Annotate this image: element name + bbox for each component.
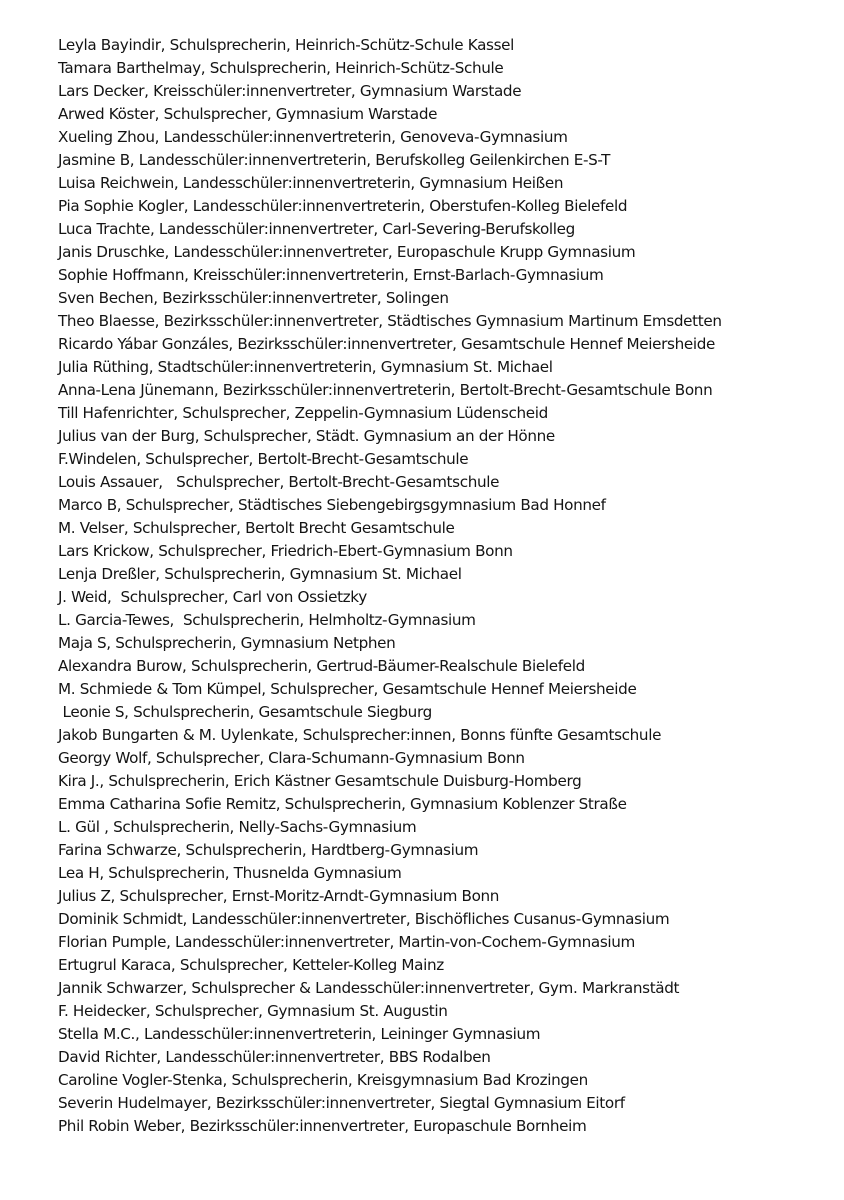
signatory-line: Tamara Barthelmay, Schulsprecherin, Heinrich-Schütz-Schule bbox=[58, 59, 504, 77]
signatory-line: Alexandra Burow, Schulsprecherin, Gertrud-Bäumer-Realschule Bielefeld bbox=[58, 657, 585, 675]
signatory-line: Pia Sophie Kogler, Landesschüler:innenvertreterin, Oberstufen-Kolleg Bielefeld bbox=[58, 197, 628, 215]
signatory-line: F.Windelen, Schulsprecher, Bertolt-Brecht-Gesamtschule bbox=[58, 450, 469, 468]
signatory-line: Anna-Lena Jünemann, Bezirksschüler:innenvertreterin, Bertolt-Brecht-Gesamtschule Bonn bbox=[58, 381, 713, 399]
signatory-line: Sophie Hoffmann, Kreisschüler:innenvertreterin, Ernst-Barlach-Gymnasium bbox=[58, 266, 604, 284]
signatory-line: Till Hafenrichter, Schulsprecher, Zeppelin-Gymnasium Lüdenscheid bbox=[58, 404, 548, 422]
signatory-line: Georgy Wolf, Schulsprecher, Clara-Schumann-Gymnasium Bonn bbox=[58, 749, 525, 767]
signatory-line: Florian Pumple, Landesschüler:innenvertreter, Martin-von-Cochem-Gymnasium bbox=[58, 933, 635, 951]
signatory-line: David Richter, Landesschüler:innenvertreter, BBS Rodalben bbox=[58, 1048, 491, 1066]
signatory-line: Sven Bechen, Bezirksschüler:innenvertreter, Solingen bbox=[58, 289, 449, 307]
signatory-line: Farina Schwarze, Schulsprecherin, Hardtberg-Gymnasium bbox=[58, 841, 479, 859]
signatory-line: Emma Catharina Sofie Remitz, Schulsprecherin, Gymnasium Koblenzer Straße bbox=[58, 795, 627, 813]
signatory-line: Maja S, Schulsprecherin, Gymnasium Netphen bbox=[58, 634, 396, 652]
signatory-line: Severin Hudelmayer, Bezirksschüler:innenvertreter, Siegtal Gymnasium Eitorf bbox=[58, 1094, 625, 1112]
signatory-line: Lars Decker, Kreisschüler:innenvertreter, Gymnasium Warstade bbox=[58, 82, 522, 100]
signatory-line: Lea H, Schulsprecherin, Thusnelda Gymnasium bbox=[58, 864, 402, 882]
signatory-line: Theo Blaesse, Bezirksschüler:innenvertreter, Städtisches Gymnasium Martinum Emsdetten bbox=[58, 312, 722, 330]
signatory-line: Arwed Köster, Schulsprecher, Gymnasium Warstade bbox=[58, 105, 438, 123]
signatory-line: Julius Z, Schulsprecher, Ernst-Moritz-Arndt-Gymnasium Bonn bbox=[58, 887, 500, 905]
signatory-line: F. Heidecker, Schulsprecher, Gymnasium St. Augustin bbox=[58, 1002, 448, 1020]
signatory-line: Leonie S, Schulsprecherin, Gesamtschule Siegburg bbox=[58, 703, 432, 721]
signatory-list bbox=[58, 34, 838, 1138]
signatory-line: Caroline Vogler-Stenka, Schulsprecherin, Kreisgymnasium Bad Krozingen bbox=[58, 1071, 588, 1089]
signatory-line: Julius van der Burg, Schulsprecher, Städt. Gymnasium an der Hönne bbox=[58, 427, 555, 445]
signatory-line: L. Garcia-Tewes, Schulsprecherin, Helmholtz-Gymnasium bbox=[58, 611, 476, 629]
signatory-line: Leyla Bayindir, Schulsprecherin, Heinrich-Schütz-Schule Kassel bbox=[58, 36, 515, 54]
signatory-line: Janis Druschke, Landesschüler:innenvertreter, Europaschule Krupp Gymnasium bbox=[58, 243, 636, 261]
signatory-line: J. Weid, Schulsprecher, Carl von Ossietzky bbox=[58, 588, 367, 606]
signatory-line: Jasmine B, Landesschüler:innenvertreterin, Berufskolleg Geilenkirchen E-S-T bbox=[58, 151, 611, 169]
signatory-line: Luisa Reichwein, Landesschüler:innenvertreterin, Gymnasium Heißen bbox=[58, 174, 564, 192]
signatory-line: Lenja Dreßler, Schulsprecherin, Gymnasium St. Michael bbox=[58, 565, 462, 583]
signatory-line: M. Velser, Schulsprecher, Bertolt Brecht Gesamtschule bbox=[58, 519, 455, 537]
signatory-line: Marco B, Schulsprecher, Städtisches Siebengebirgsgymnasium Bad Honnef bbox=[58, 496, 606, 514]
signatory-line: Ertugrul Karaca, Schulsprecher, Ketteler-Kolleg Mainz bbox=[58, 956, 444, 974]
signatory-line: Stella M.C., Landesschüler:innenvertreterin, Leininger Gymnasium bbox=[58, 1025, 541, 1043]
signatory-line: Xueling Zhou, Landesschüler:innenvertreterin, Genoveva-Gymnasium bbox=[58, 128, 568, 146]
signatory-line: Louis Assauer, Schulsprecher, Bertolt-Brecht-Gesamtschule bbox=[58, 473, 500, 491]
signatory-line: Lars Krickow, Schulsprecher, Friedrich-Ebert-Gymnasium Bonn bbox=[58, 542, 513, 560]
signatory-line: Ricardo Yábar Gonzáles, Bezirksschüler:innenvertreter, Gesamtschule Hennef Meiersheide bbox=[58, 335, 716, 353]
signatory-line: Jannik Schwarzer, Schulsprecher & Landesschüler:innenvertreter, Gym. Markranstädt bbox=[58, 979, 680, 997]
signatory-line: Luca Trachte, Landesschüler:innenvertreter, Carl-Severing-Berufskolleg bbox=[58, 220, 575, 238]
signatory-line: M. Schmiede & Tom Kümpel, Schulsprecher, Gesamtschule Hennef Meiersheide bbox=[58, 680, 637, 698]
signatory-line: Phil Robin Weber, Bezirksschüler:innenvertreter, Europaschule Bornheim bbox=[58, 1117, 587, 1135]
signatory-line: L. Gül , Schulsprecherin, Nelly-Sachs-Gymnasium bbox=[58, 818, 417, 836]
signatory-line: Dominik Schmidt, Landesschüler:innenvertreter, Bischöfliches Cusanus-Gymnasium bbox=[58, 910, 670, 928]
signatory-line: Julia Rüthing, Stadtschüler:innenvertreterin, Gymnasium St. Michael bbox=[58, 358, 553, 376]
signatory-line: Kira J., Schulsprecherin, Erich Kästner Gesamtschule Duisburg-Homberg bbox=[58, 772, 582, 790]
signatory-line: Jakob Bungarten & M. Uylenkate, Schulsprecher:innen, Bonns fünfte Gesamtschule bbox=[58, 726, 662, 744]
